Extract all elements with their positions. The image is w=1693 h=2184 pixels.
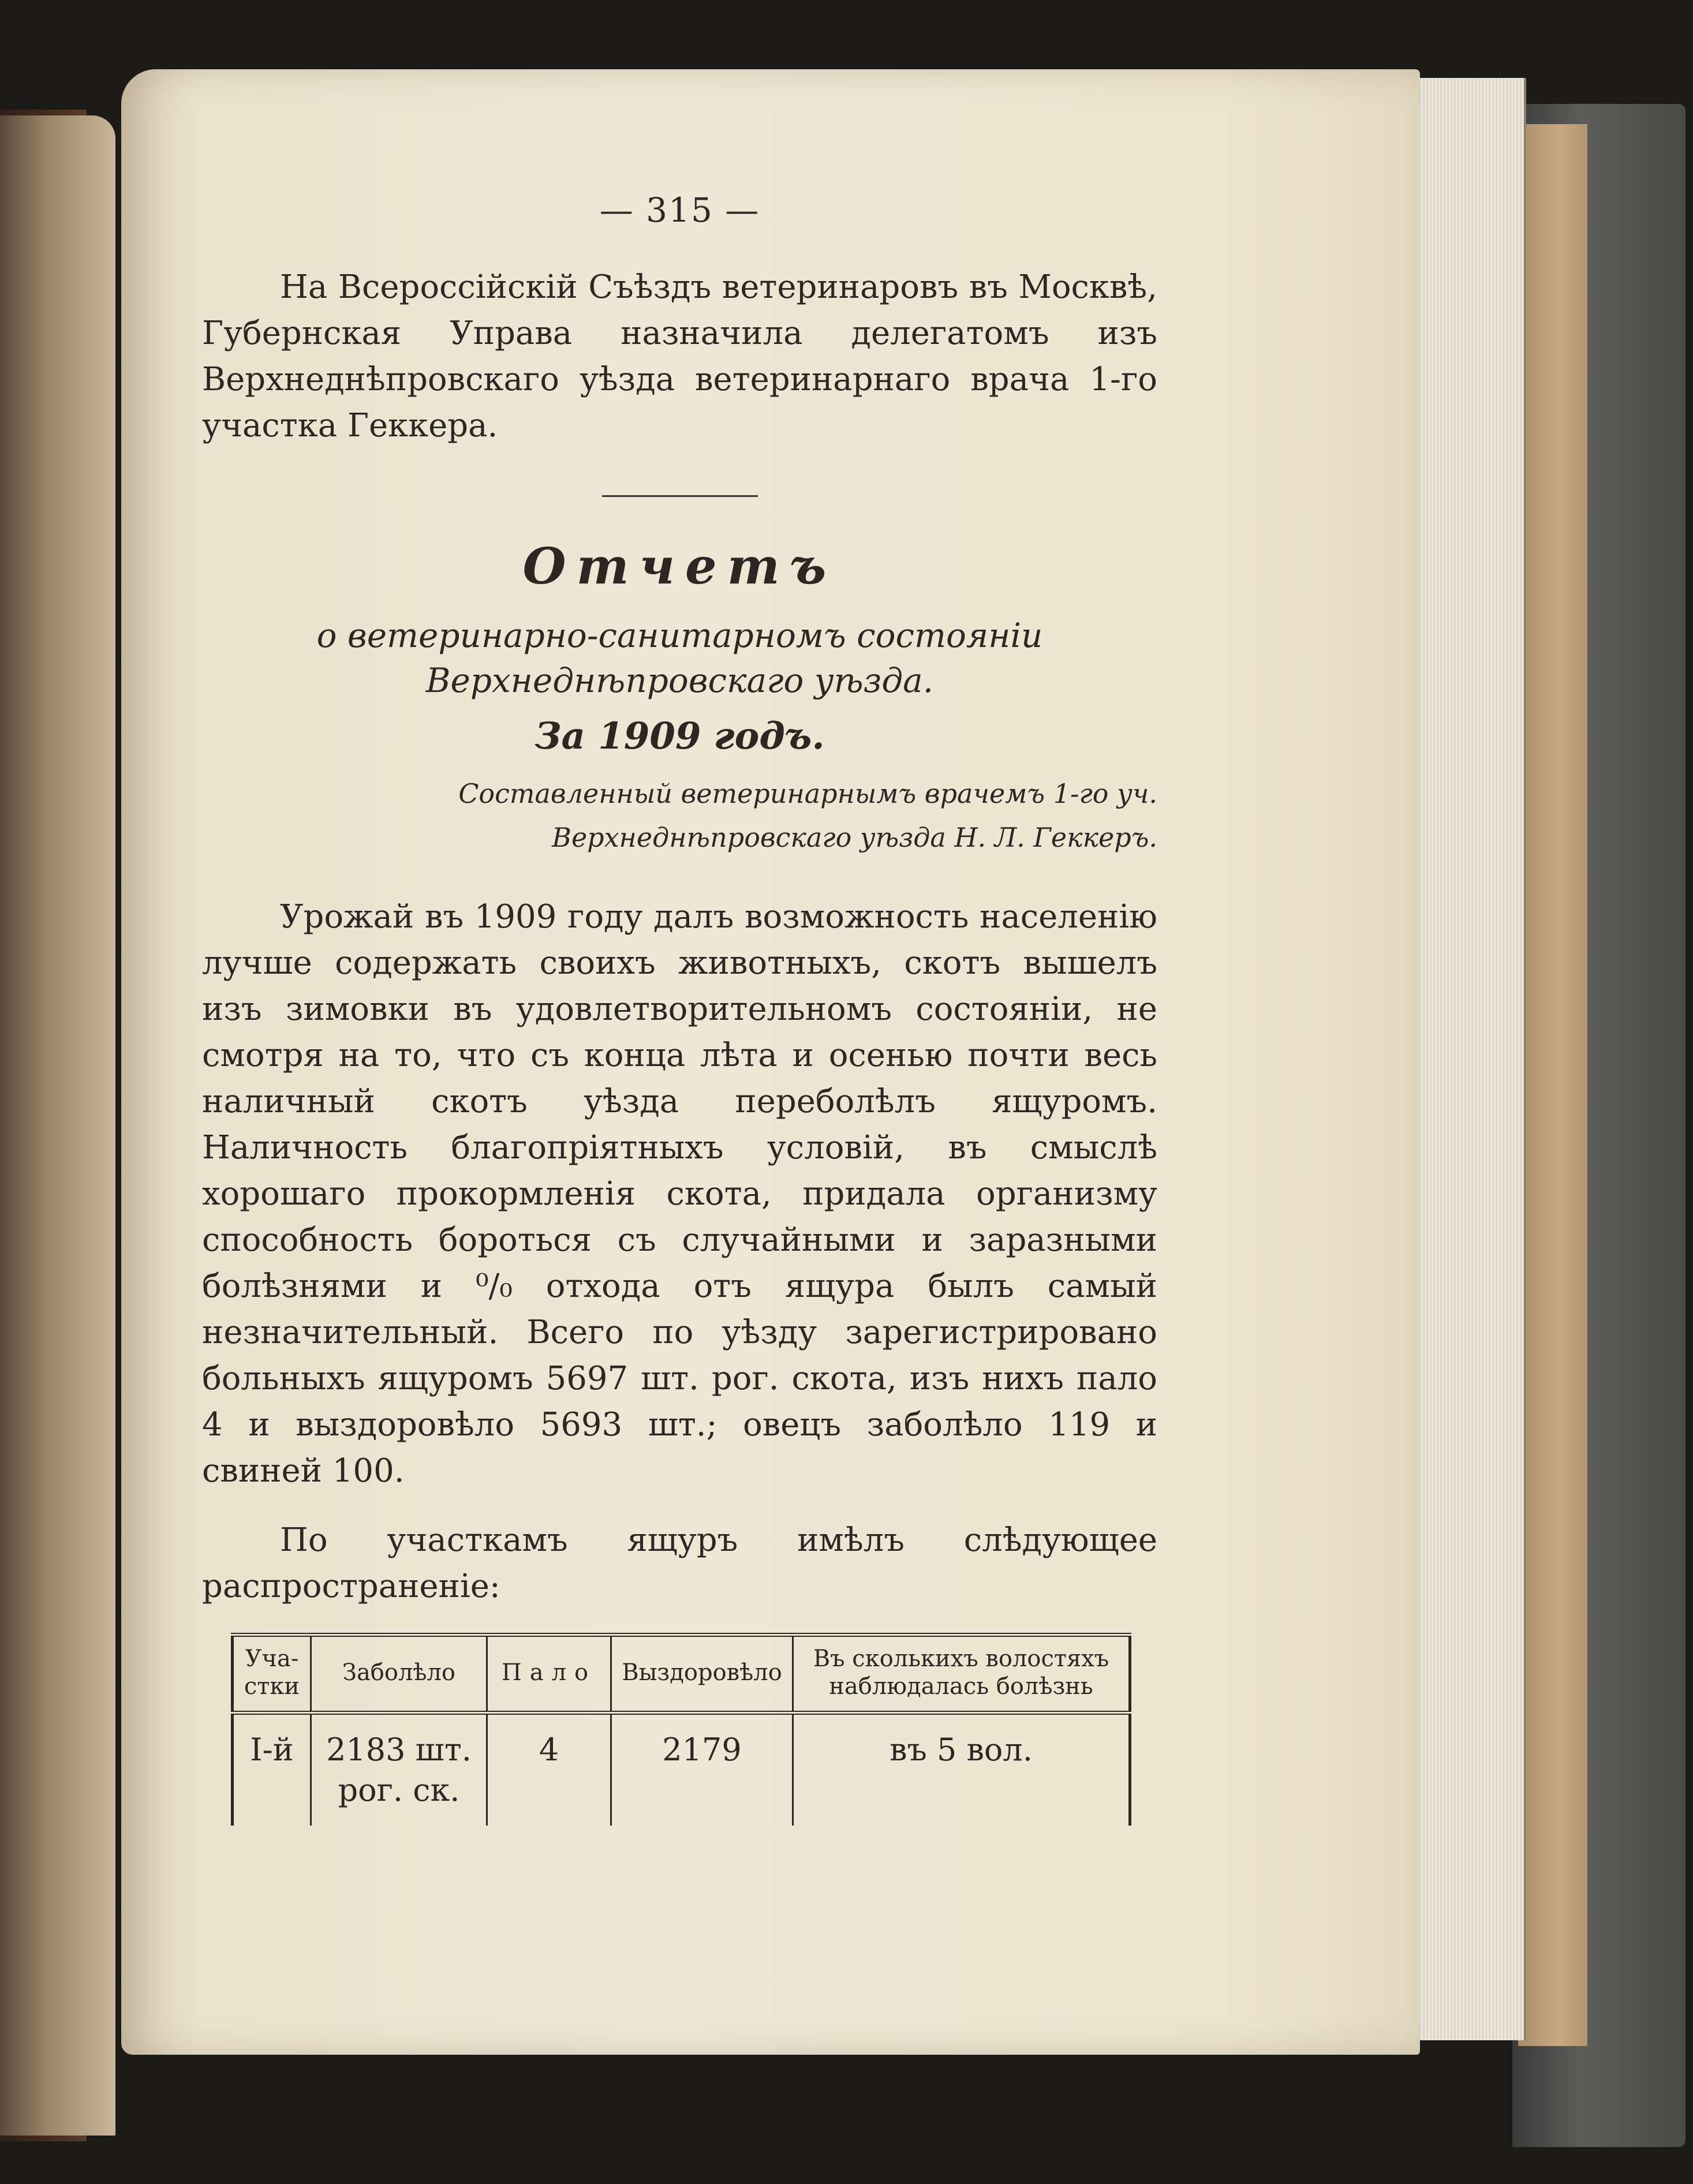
report-author	[202, 772, 1157, 859]
cell-district: I-й	[233, 1713, 311, 1826]
table-header-row	[233, 1635, 1130, 1713]
header-volosts: Въ сколькихъ волостяхъ наблюдалась болѣзнь	[793, 1635, 1130, 1713]
disease-table	[231, 1633, 1131, 1826]
page-number: — 315 —	[599, 190, 760, 230]
left-page-edge	[0, 115, 115, 2136]
cell-fell-ill: 2183 шт. рог. ск.	[311, 1713, 487, 1826]
table-row	[233, 1713, 1130, 1826]
intro-paragraph: На Всероссійскій Съѣздъ ветеринаровъ въ Москвѣ, Губернская Управа назначила делегатомъ изъ Верхнеднѣпровскаго уѣзда ветеринарнаго врача 1-го участка Геккера.	[202, 268, 1157, 444]
section-divider	[602, 495, 758, 497]
cell-recovered: 2179	[611, 1713, 793, 1826]
cell-volosts: въ 5 вол.	[793, 1713, 1130, 1826]
header-recovered: Выздоровѣло	[611, 1635, 793, 1713]
page-content	[202, 190, 1157, 1826]
header-districts: Уча-стки	[233, 1635, 311, 1713]
author-line-2: Верхнеднѣпровскаго уѣзда Н. Л. Геккеръ.	[552, 822, 1157, 853]
cell-died: 4	[487, 1713, 611, 1826]
author-line-1: Составленный ветеринарнымъ врачемъ 1-го уч.	[458, 778, 1157, 809]
report-year: За 1909 годъ.	[535, 715, 825, 758]
report-subtitle: о ветеринарно-санитарномъ состояніи Верхнеднѣпровскаго уѣзда.	[316, 616, 1043, 700]
page-stack-edges	[1408, 78, 1526, 2040]
main-paragraph: Урожай въ 1909 году далъ возможность населенію лучше содержать своихъ животныхъ, скотъ вышелъ изъ зимовки въ удовлетворительномъ состояніи, не смотря на то, что съ конца лѣта и осенью почти весь наличный скотъ уѣзда переболѣлъ ящуромъ. Наличность благопріятныхъ условій, въ смыслѣ хорошаго прокормленія скота, придала организму способность бороться съ случайными и заразными болѣзнями и ⁰/₀ отхода отъ ящура былъ самый незначительный. Всего по уѣзду зарегистрировано больныхъ ящуромъ 5697 шт. рог. скота, изъ нихъ пало 4 и выздоровѣло 5693 шт.; овецъ заболѣло 119 и свиней 100.	[202, 898, 1157, 1490]
districts-paragraph: По участкамъ ящуръ имѣлъ слѣдующее распространеніе:	[202, 1521, 1157, 1605]
header-died: Пало	[487, 1635, 611, 1713]
cover-board-inner	[1518, 124, 1587, 2046]
report-title: Отчетъ	[522, 537, 837, 596]
header-fell-ill: Заболѣло	[311, 1635, 487, 1713]
